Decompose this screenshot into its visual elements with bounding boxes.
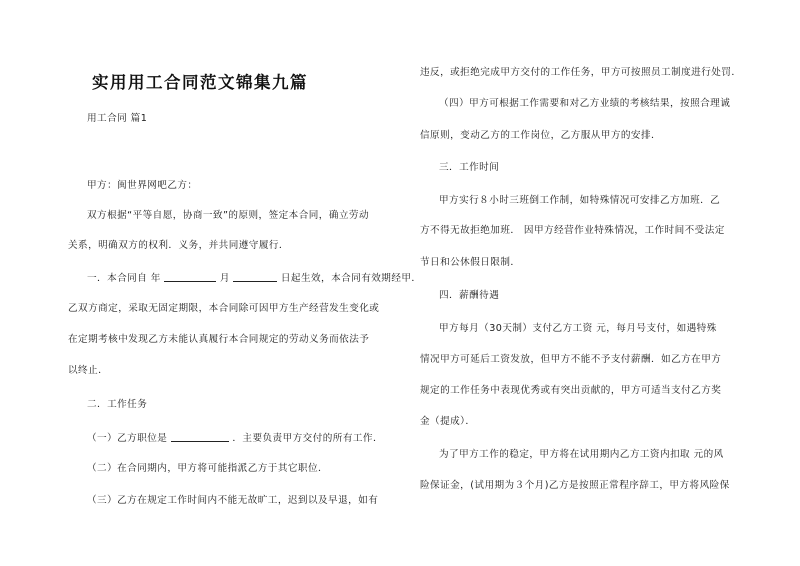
clause-text: 月	[219, 273, 230, 284]
blank-underline	[233, 271, 277, 282]
section-heading: 二．工作任务	[87, 399, 148, 410]
paragraph-line: 违反，或拒绝完成甲方交付的工作任务，甲方可按照员工制度进行处罚．	[420, 67, 742, 78]
paragraph-line: 金（提成）．	[420, 416, 476, 427]
paragraph-line: 在定期考核中发现乙方未能认真履行本合同规定的劳动义务而依法予	[68, 334, 370, 345]
section-heading: 用工合同 篇1	[87, 113, 148, 124]
clause-text: 日起生效，本合同有效期经甲．	[280, 273, 422, 284]
clause-text: 一．本合同自 年	[87, 273, 161, 284]
blank-underline	[171, 431, 229, 442]
document-title: 实用用工合同范文锦集九篇	[92, 73, 308, 92]
blank-underline	[164, 271, 216, 282]
paragraph-line: 甲方实行８小时三班倒工作制，如特殊情况可安排乙方加班．乙	[439, 195, 721, 206]
paragraph-line: 以终止．	[68, 365, 109, 376]
paragraph-line: 乙双方商定，采取无固定期限，本合同除可因甲方生产经营发生变化或	[68, 303, 380, 314]
paragraph-line: 关系，明确双方的权利．义务，并共同遵守履行．	[68, 240, 289, 251]
clause-line	[87, 431, 383, 446]
paragraph-line: 节日和公休假日限制．	[420, 257, 521, 268]
paragraph-line: 信原则，变动乙方的工作岗位，乙方服从甲方的安排．	[420, 130, 662, 141]
clause-text: ．主要负责甲方交付的所有工作．	[232, 433, 384, 444]
paragraph-line: 规定的工作任务中表现优秀或有突出贡献的，甲方可适当支付乙方奖	[420, 385, 722, 396]
paragraph-line: 双方根据“平等自愿，协商一致”的原则，签定本合同，确立劳动	[87, 210, 370, 221]
paragraph-line: 情况甲方可延后工资发放，但甲方不能不予支付薪酬．如乙方在甲方	[420, 354, 722, 365]
clause-line	[87, 271, 421, 286]
paragraph-line: 险保证金，(试用期为３个月)乙方是按照正常程序辞工，甲方将风险保	[420, 480, 730, 491]
section-heading: 三．工作时间	[439, 162, 500, 173]
clause-line: （四）甲方可根据工作需要和对乙方业绩的考核结果，按照合理诚	[439, 98, 731, 109]
parties-line: 甲方：闽世界网吧乙方：	[87, 180, 198, 191]
paragraph-line: 甲方每月（30天制）支付乙方工资 元，每月号支付，如遇特殊	[439, 323, 717, 334]
clause-line: （三）乙方在规定工作时间内不能无故旷工，迟到以及早退，如有	[87, 495, 379, 506]
section-heading: 四．薪酬待遇	[439, 290, 500, 301]
clause-text: （一）乙方职位是	[87, 433, 168, 444]
paragraph-line: 为了甲方工作的稳定，甲方将在试用期内乙方工资内扣取 元的风	[439, 449, 724, 460]
paragraph-line: 方不得无故拒绝加班． 因甲方经营作业特殊情况，工作时间不受法定	[420, 225, 725, 236]
clause-line: （二）在合同期内，甲方将可能指派乙方于其它职位．	[87, 463, 329, 474]
